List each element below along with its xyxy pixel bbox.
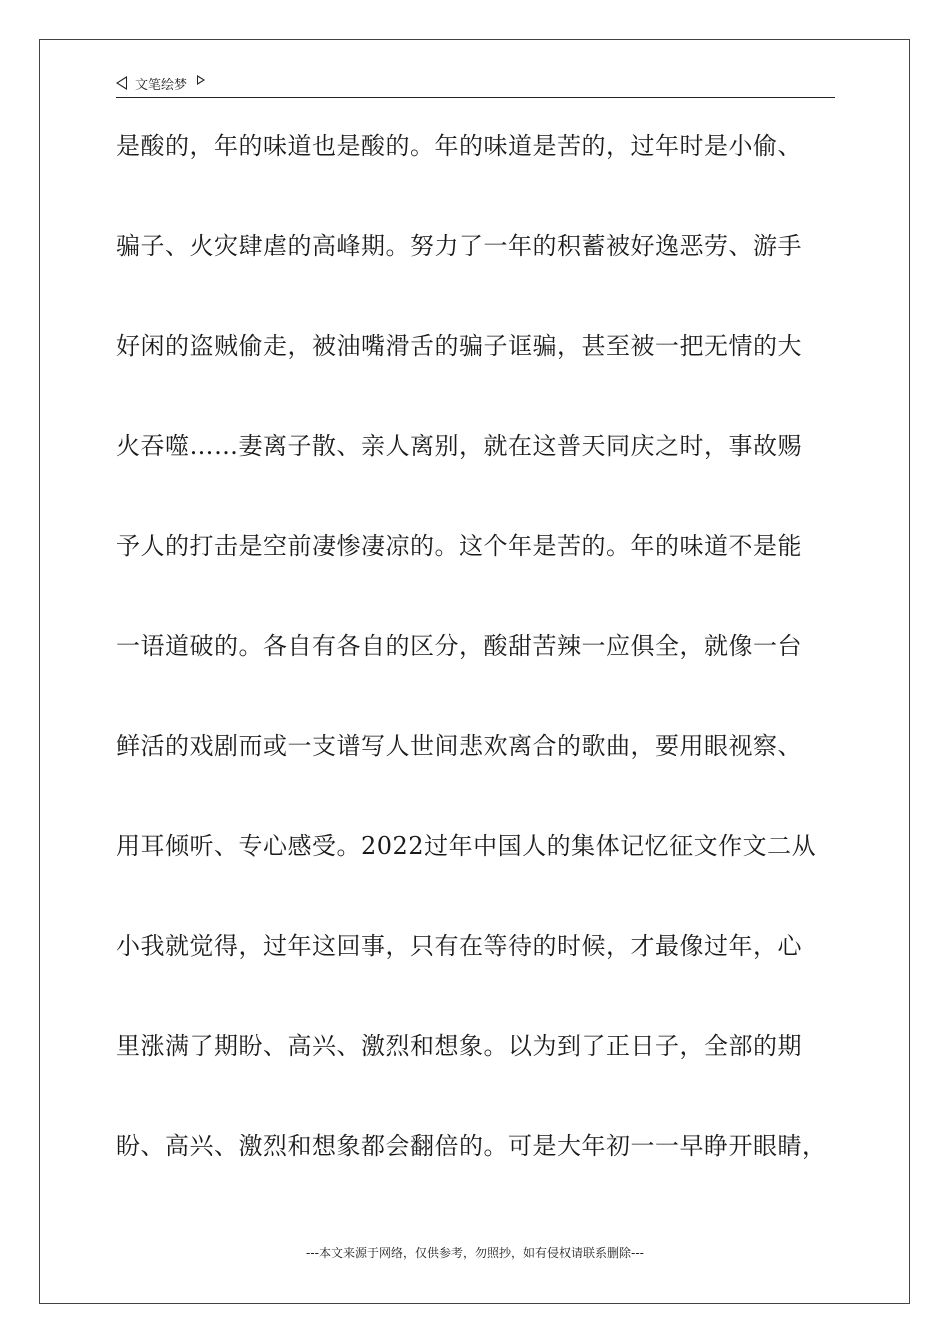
- header-divider: [116, 97, 835, 98]
- text-line: 一语道破的。各自有各自的区分，酸甜苦辣一应俱全，就像一台: [116, 632, 802, 660]
- text-line: 盼、高兴、激烈和想象都会翻倍的。可是大年初一一早睁开眼睛，: [116, 1132, 827, 1160]
- text-line: 是酸的，年的味道也是酸的。年的味道是苦的，过年时是小偷、: [116, 132, 802, 160]
- triangle-right-icon: [197, 75, 205, 85]
- text-line: 小我就觉得，过年这回事，只有在等待的时候，才最像过年，心: [116, 932, 802, 960]
- text-line: 火吞噬……妻离子散、亲人离别，就在这普天同庆之时，事故赐: [116, 432, 802, 460]
- text-line: 用耳倾听、专心感受。2022过年中国人的集体记忆征文作文二从: [116, 832, 817, 860]
- header-title: 文笔绘梦: [135, 77, 188, 93]
- text-line: 好闲的盗贼偷走，被油嘴滑舌的骗子诓骗，甚至被一把无情的大: [116, 332, 802, 360]
- text-line: 骗子、火灾肆虐的高峰期。努力了一年的积蓄被好逸恶劳、游手: [116, 232, 802, 260]
- page-footer: ---本文来源于网络，仅供参考，勿照抄，如有侵权请联系删除---: [306, 1246, 644, 1260]
- text-line: 予人的打击是空前凄惨凄凉的。这个年是苦的。年的味道不是能: [116, 532, 802, 560]
- page-header: [116, 72, 205, 94]
- text-line: 鲜活的戏剧而或一支谱写人世间悲欢离合的歌曲，要用眼视察、: [116, 732, 802, 760]
- text-line: 里涨满了期盼、高兴、激烈和想象。以为到了正日子，全部的期: [116, 1032, 802, 1060]
- body-text: [116, 118, 856, 1218]
- triangle-left-icon: [116, 76, 127, 90]
